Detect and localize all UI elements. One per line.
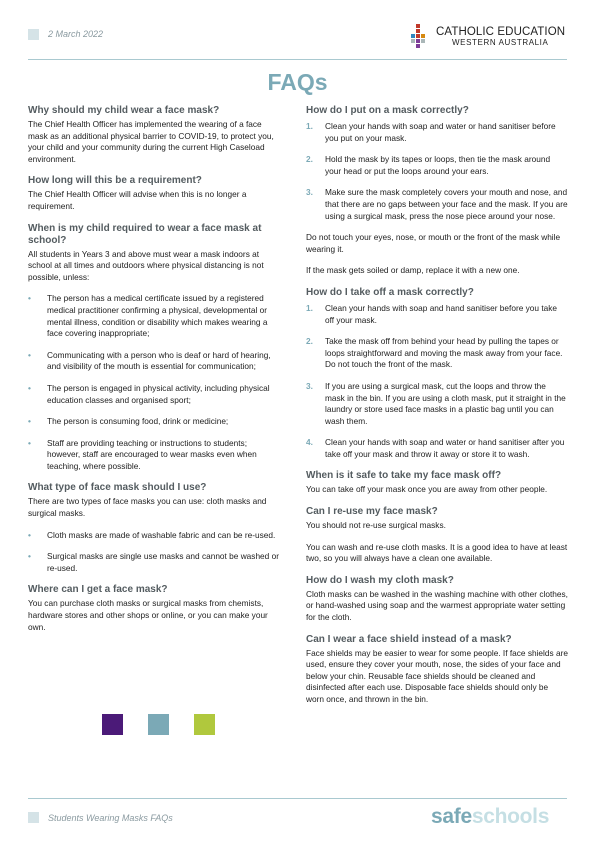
put-on-steps — [306, 121, 568, 222]
faq-answer: There are two types of face masks you can use: cloth masks and surgical masks. — [28, 496, 267, 519]
brand-part-safe: safe — [431, 805, 472, 828]
faq-where-get — [28, 584, 280, 633]
purple-swatch — [102, 714, 123, 735]
faq-heading: When is my child required to wear a face mask at school? — [28, 222, 262, 246]
faq-answer: You can wash and re-use cloth masks. It is a good idea to have at least two, so you will always have a clean one available. — [306, 541, 568, 564]
step-number: 4. — [306, 437, 313, 448]
footer-title: Students Wearing Masks FAQs — [48, 813, 173, 823]
faq-answer: You can purchase cloth masks or surgical masks from chemists, hardware stores and other shops or online, or you can make your own. — [28, 598, 268, 632]
step-number: 2. — [306, 336, 313, 347]
step-number: 1. — [306, 121, 313, 131]
list-item: • Staff are providing teaching or instructions to students; however, staff are encouraged to wear masks even when teaching, where possible. — [28, 437, 257, 471]
list-item: 1. Clean your hands with soap and water or hand sanitiser before you put on your mask. — [306, 121, 556, 143]
faq-mask-type — [28, 482, 280, 574]
faq-answer: The Chief Health Officer will advise when this is no longer a requirement. — [28, 189, 247, 211]
header-rule — [28, 59, 567, 60]
faq-heading: Can I wear a face shield instead of a mask? — [306, 633, 512, 645]
logo-line-2: WESTERN AUSTRALIA — [452, 38, 549, 47]
faq-why-wear — [28, 105, 280, 165]
brand-part-schools: schools — [471, 805, 550, 828]
left-column — [28, 105, 280, 643]
list-item: 4. Clean your hands with soap and water or hand sanitiser after you take off your mask and throw it away or store it to wash. — [306, 437, 565, 459]
bullet-icon: • — [28, 551, 31, 562]
step-number: 3. — [306, 380, 313, 391]
faq-how-long — [28, 175, 280, 212]
safeschools-logo — [431, 805, 549, 829]
faq-face-shield — [306, 634, 568, 706]
cross-logo-icon — [408, 24, 430, 50]
list-item: • Cloth masks are made of washable fabric and can be re-used. — [28, 529, 276, 540]
faq-answer: Do not touch your eyes, nose, or mouth or the front of the mask while wearing it. — [306, 232, 561, 254]
faq-heading: Can I re-use my face mask? — [306, 506, 438, 518]
exemption-list — [28, 293, 280, 472]
list-item: 1. Clean your hands with soap and hand sanitiser before you take off your mask. — [306, 302, 558, 325]
faq-heading: Why should my child wear a face mask? — [28, 105, 220, 116]
faq-answer: Face shields may be easier to wear for some people. If face shields are used, ensure they cover your mouth, nose, the sides of your face and below your chin. Reusable face shields should be cleaned and disinfected after each use. Disposable face shields should only be worn once, and thrown in the bin. — [306, 647, 568, 704]
bullet-icon: • — [28, 529, 31, 540]
list-item: 3. If you are using a surgical mask, cut the loops and throw the mask in the bin. If you are using a cloth mask, put it straight in the laundry or store used face masks in a plastic bag until you can wash them. — [306, 380, 566, 426]
bullet-icon: • — [28, 416, 31, 427]
step-number: 1. — [306, 302, 313, 313]
bullet-icon: • — [28, 349, 31, 360]
bullet-icon: • — [28, 437, 31, 448]
faq-heading: What type of face mask should I use? — [28, 482, 207, 494]
faq-heading: How do I put on a mask correctly? — [306, 105, 469, 116]
faq-answer: You should not re-use surgical masks. — [306, 520, 446, 531]
list-item: 3. Make sure the mask completely covers your mouth and nose, and that there are no gaps between your face and the mask. If you are using a surgical mask, press the nose piece around your nose. — [306, 187, 568, 221]
catholic-education-logo — [408, 24, 578, 50]
list-item: • The person is engaged in physical activity, including physical education classes and organised sport; — [28, 382, 270, 405]
faq-when-required — [28, 223, 280, 473]
take-off-steps — [306, 303, 568, 461]
faq-heading: When is it safe to take my face mask off? — [306, 470, 502, 482]
list-item: • The person is consuming food, drink or medicine; — [28, 416, 229, 427]
list-item: • The person has a medical certificate issued by a registered medical practitioner confirming a physical, developmental or mental illness, condition or disability which makes wearing a face covering inappropriate; — [28, 293, 268, 339]
faq-safe-off — [306, 470, 568, 496]
logo-line-1: CATHOLIC EDUCATION — [436, 26, 566, 38]
green-swatch — [194, 714, 215, 735]
faq-answer: Cloth masks can be washed in the washing machine with other clothes, or hand-washed using soap and the warmest appropriate water setting for the cloth. — [306, 588, 568, 623]
faq-heading: How long will this be a requirement? — [28, 175, 202, 187]
faq-put-on — [306, 105, 568, 277]
footer-rule — [28, 798, 567, 799]
right-column — [306, 105, 568, 716]
faq-heading: Where can I get a face mask? — [28, 584, 168, 596]
bullet-icon: • — [28, 293, 31, 304]
list-item: 2. Hold the mask by its tapes or loops, then tie the mask around your head or put the loops around your ears. — [306, 154, 551, 176]
blue-swatch — [148, 714, 169, 735]
faq-answer: All students in Years 3 and above must wear a mask indoors at school at all times and outdoors where physical distancing is not possible, unless: — [28, 248, 264, 282]
step-number: 3. — [306, 187, 313, 198]
faq-reuse — [306, 506, 568, 565]
list-item: • Communicating with a person who is deaf or hard of hearing, and visibility of the mouth is essential for communication; — [28, 349, 271, 372]
faq-take-off — [306, 287, 568, 461]
faq-answer: You can take off your mask once you are away from other people. — [306, 484, 548, 495]
document-date: 2 March 2022 — [48, 29, 104, 39]
page-title: FAQs — [267, 69, 328, 95]
list-item: 2. Take the mask off from behind your head by pulling the tapes or loops straightforward and moving the mask away from your face. Do not touch the front of the mask. — [306, 336, 563, 370]
list-item: • Surgical masks are single use masks and cannot be washed or re-used. — [28, 551, 279, 573]
footer-marker — [28, 812, 39, 823]
faq-answer: The Chief Health Officer has implemented the wearing of a face mask as an additional physical barrier to COVID-19, to protect you, your child and your community during the current High Caseload environment. — [28, 119, 274, 164]
bullet-icon: • — [28, 382, 31, 393]
faq-answer: If the mask gets soiled or damp, replace it with a new one. — [306, 265, 520, 276]
mask-type-list — [28, 530, 280, 575]
faq-heading: How do I wash my cloth mask? — [306, 574, 454, 586]
step-number: 2. — [306, 154, 313, 165]
header-marker — [28, 29, 39, 40]
faq-heading: How do I take off a mask correctly? — [306, 286, 474, 298]
faq-wash — [306, 575, 568, 624]
